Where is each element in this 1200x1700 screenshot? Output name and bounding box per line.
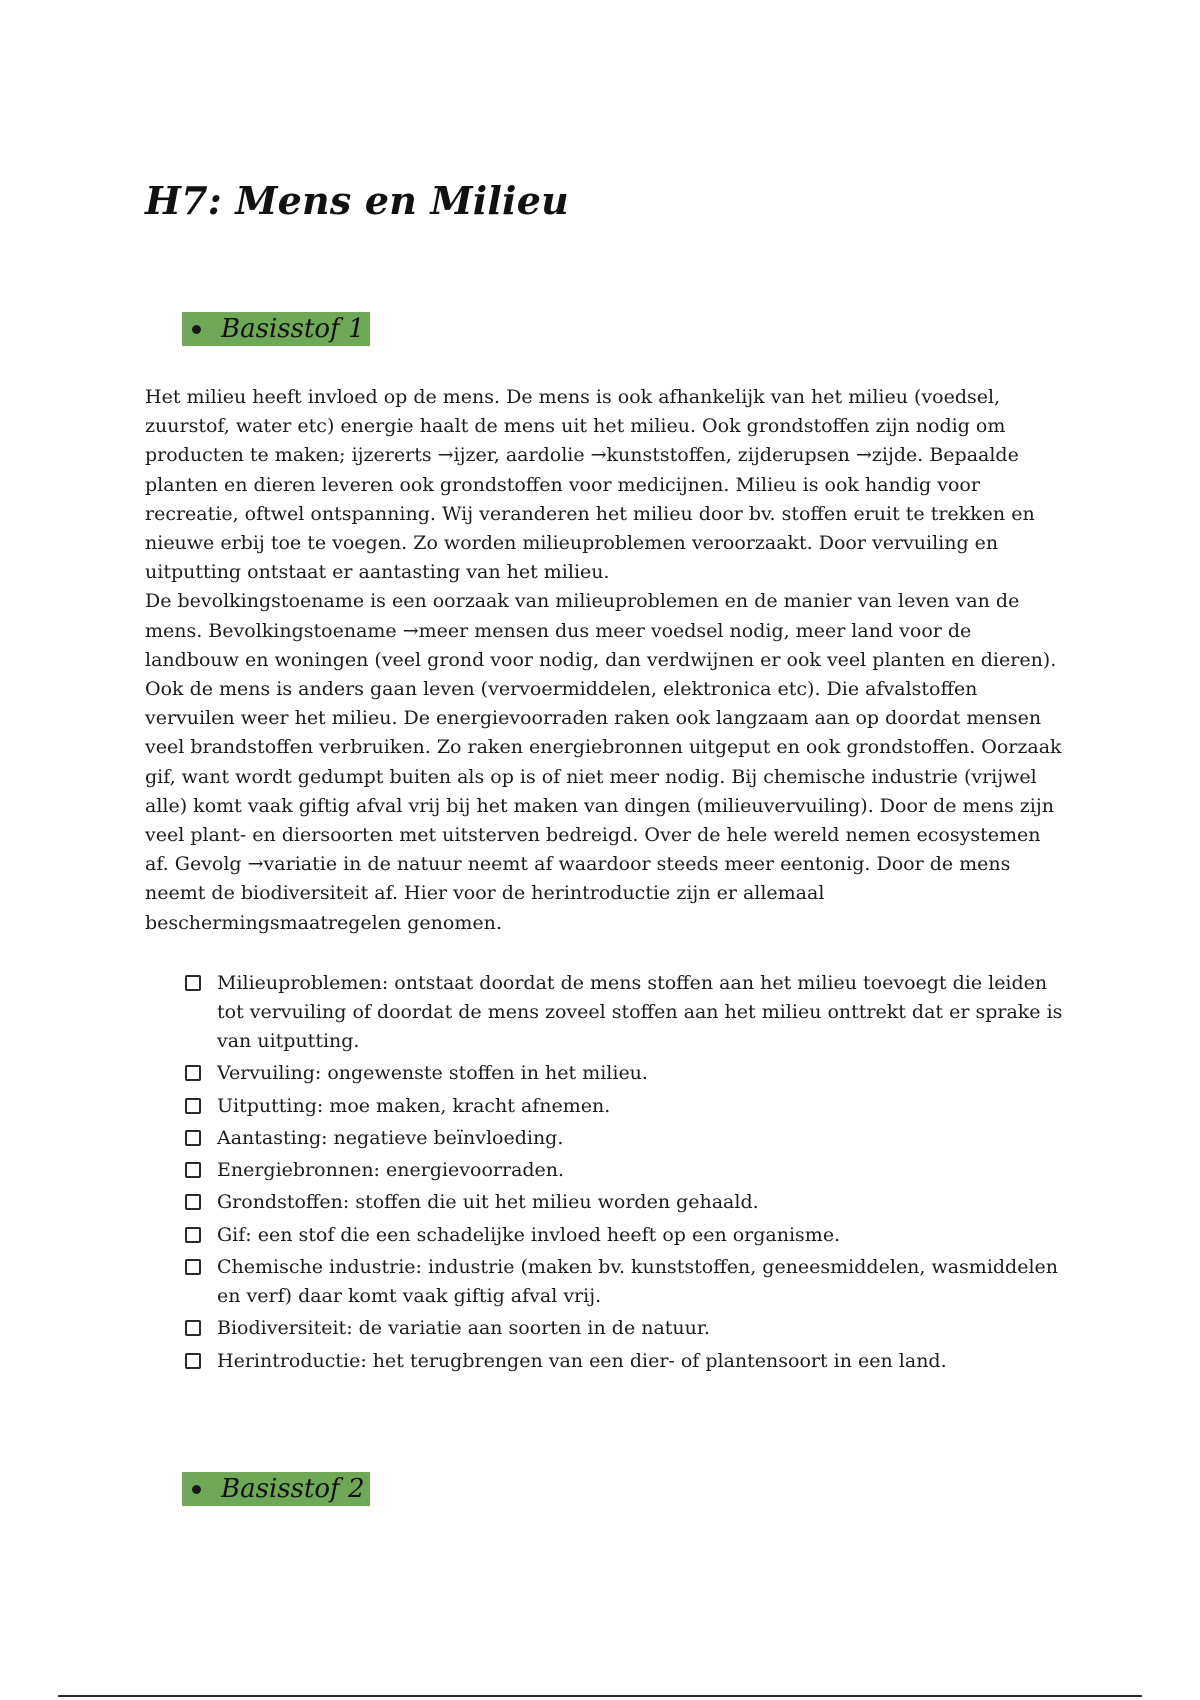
checklist-item — [183, 1124, 1063, 1153]
paragraph: Het milieu heeft invloed op de mens. De mens is ook afhankelijk van het milieu (voedsel, zuurstof, water etc) energie haalt de mens uit het milieu. Ook grondstoffen zijn nodig om producten te maken; ijzererts →ijzer, aardolie →kunststoffen, zijderupsen →zijde. Bepaalde planten en dieren leveren ook grondstoffen voor medicijnen. Milieu is ook handig voor recreatie, oftwel ontspanning. Wij veranderen het milieu door bv. stoffen eruit te trekken en nieuwe erbij toe te voegen. Zo worden milieuproblemen veroorzaakt. Door vervuiling en uitputting ontstaat er aantasting van het milieu. — [145, 386, 1035, 584]
definitions-checklist — [183, 969, 1063, 1379]
checklist-item-text: Energiebronnen: energievoorraden. — [217, 1159, 565, 1182]
checkbox-icon[interactable] — [185, 1098, 201, 1114]
checklist-item — [183, 1059, 1063, 1088]
checklist-item-text: Biodiversiteit: de variatie aan soorten in de natuur. — [217, 1317, 710, 1340]
checkbox-icon[interactable] — [185, 1162, 201, 1178]
checklist-item-text: Milieuproblemen: ontstaat doordat de mens stoffen aan het milieu toevoegt die leiden tot vervuiling of doordat de mens zoveel stoffen aan het milieu onttrekt dat er sprake is van uitputting. — [217, 972, 1063, 1052]
checkbox-icon[interactable] — [185, 1320, 201, 1336]
checklist-item — [183, 1156, 1063, 1185]
checkbox-icon[interactable] — [185, 1130, 201, 1146]
body-text — [145, 383, 1070, 938]
section-label: Basisstof 1 — [221, 314, 365, 344]
checklist-item — [183, 969, 1063, 1056]
paragraph: De bevolkingstoename is een oorzaak van milieuproblemen en de manier van leven van de mens. Bevolkingstoename →meer mensen dus meer voedsel nodig, meer land voor de landbouw en woningen (veel grond voor nodig, dan verdwijnen er ook veel planten en dieren). Ook de mens is anders gaan leven (vervoermiddelen, elektronica etc). Die afvalstoffen vervuilen weer het milieu. De energievoorraden raken ook langzaam aan op doordat mensen veel brandstoffen verbruiken. Zo raken energiebronnen uitgeput en ook grondstoffen. Oorzaak gif, want wordt gedumpt buiten als op is of niet meer nodig. Bij chemische industrie (vrijwel alle) komt vaak giftig afval vrij bij het maken van dingen (milieuvervuiling). Door de mens zijn veel plant- en diersoorten met uitsterven bedreigd. Over de hele wereld nemen ecosystemen af. Gevolg →variatie in de natuur neemt af waardoor steeds meer eentonig. Door de mens neemt de biodiversiteit af. Hier voor de herintroductie zijn er allemaal beschermingsmaatregelen genomen. — [145, 590, 1062, 934]
checklist-item — [183, 1188, 1063, 1217]
bullet-dot-icon — [192, 1485, 201, 1494]
checklist-item-text: Vervuiling: ongewenste stoffen in het milieu. — [217, 1062, 648, 1085]
checklist-item — [183, 1347, 1063, 1376]
page-bottom-rule — [58, 1695, 1142, 1697]
checklist-item-text: Grondstoffen: stoffen die uit het milieu worden gehaald. — [217, 1191, 759, 1214]
section-heading-basisstof-1 — [182, 312, 370, 346]
checklist-item — [183, 1092, 1063, 1121]
section-label: Basisstof 2 — [221, 1474, 365, 1504]
checklist-item — [183, 1314, 1063, 1343]
checklist-item-text: Chemische industrie: industrie (maken bv. kunststoffen, geneesmiddelen, wasmiddelen en verf) daar komt vaak giftig afval vrij. — [217, 1256, 1059, 1308]
checkbox-icon[interactable] — [185, 1353, 201, 1369]
checklist-item-text: Gif: een stof die een schadelijke invloed heeft op een organisme. — [217, 1223, 841, 1246]
checkbox-icon[interactable] — [185, 1194, 201, 1210]
checkbox-icon[interactable] — [185, 975, 201, 991]
checkbox-icon[interactable] — [185, 1065, 201, 1081]
checklist-item-text: Aantasting: negatieve beïnvloeding. — [217, 1126, 564, 1149]
section-heading-basisstof-2 — [182, 1472, 370, 1506]
bullet-dot-icon — [192, 325, 201, 334]
checkbox-icon[interactable] — [185, 1227, 201, 1243]
checkbox-icon[interactable] — [185, 1259, 201, 1275]
checklist-item — [183, 1221, 1063, 1250]
checklist-item-text: Herintroductie: het terugbrengen van een dier- of plantensoort in een land. — [217, 1349, 947, 1372]
checklist-item-text: Uitputting: moe maken, kracht afnemen. — [217, 1094, 611, 1117]
page-title: H7: Mens en Milieu — [145, 178, 569, 223]
checklist-item — [183, 1253, 1063, 1311]
